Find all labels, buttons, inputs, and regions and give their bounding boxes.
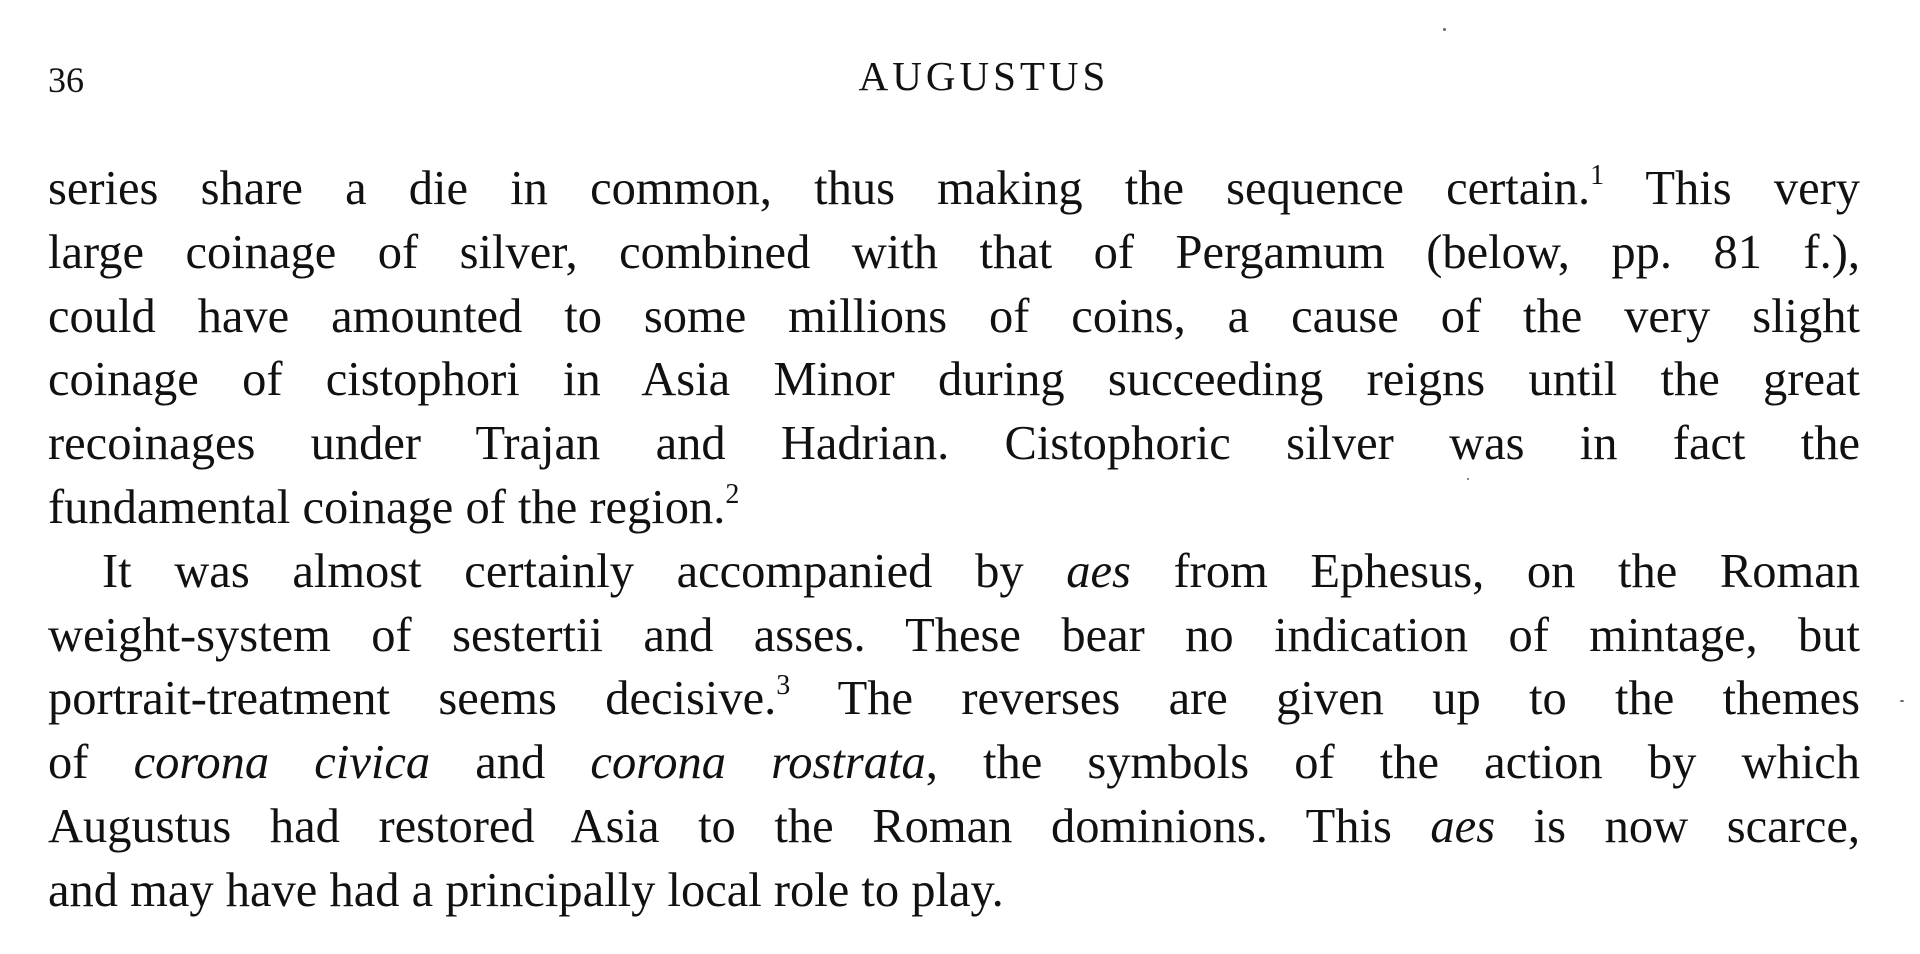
running-head: AUGUSTUS [858, 53, 1110, 99]
text-line [48, 795, 1860, 859]
text-line: could have amounted to some millions of coins, a cause of the very slight [48, 289, 1860, 343]
text-line [48, 157, 1860, 221]
body-text [48, 157, 1860, 923]
text-line: large coinage of silver, combined with that of Pergamum (below, pp. 81 f.), [48, 225, 1860, 279]
italic-term: corona rostrata [590, 736, 926, 790]
text-segment: , the symbols of the action by which [925, 736, 1860, 790]
text-line: weight-system of sestertii and asses. These bear no indication of mintage, but [48, 608, 1860, 662]
italic-term: aes [1066, 544, 1131, 598]
italic-term: aes [1430, 799, 1496, 853]
italic-term: corona civica [133, 736, 431, 790]
text-segment: of [48, 736, 134, 790]
scan-speck [1467, 478, 1469, 480]
text-segment: Augustus had restored Asia to the Roman dominions. This [48, 799, 1431, 853]
text-line: and may have had a principally local role to play. [48, 863, 1004, 917]
text-segment: is now scarce, [1495, 799, 1860, 853]
text-segment: from Ephesus, on the Roman [1130, 544, 1860, 598]
text-segment: fundamental coinage of the region. [48, 480, 726, 534]
text-line: recoinages under Trajan and Hadrian. Cistophoric silver was in fact the [48, 417, 1860, 471]
text-segment: and [430, 736, 591, 790]
text-segment: This very [1604, 162, 1860, 215]
text-line [48, 731, 1860, 795]
text-segment: The reverses are given up to the themes [790, 672, 1860, 726]
text-segment: portrait-treatment seems decisive. [48, 672, 777, 726]
footnote-ref-2: 2 [725, 478, 740, 510]
scan-speck [1443, 28, 1446, 31]
text-line [48, 667, 1860, 731]
text-segment: It was almost certainly accompanied by [102, 544, 1067, 598]
footnote-ref-3: 3 [776, 670, 791, 702]
scan-speck [1900, 700, 1904, 702]
page-header [48, 52, 1860, 102]
page-number: 36 [48, 60, 84, 100]
text-segment: series share a die in common, thus making the sequence certain. [48, 162, 1591, 215]
text-line [48, 476, 1860, 540]
text-line: coinage of cistophori in Asia Minor during succeeding reigns until the great [48, 353, 1860, 407]
footnote-ref-1: 1 [1590, 160, 1605, 191]
text-line [48, 540, 1860, 604]
